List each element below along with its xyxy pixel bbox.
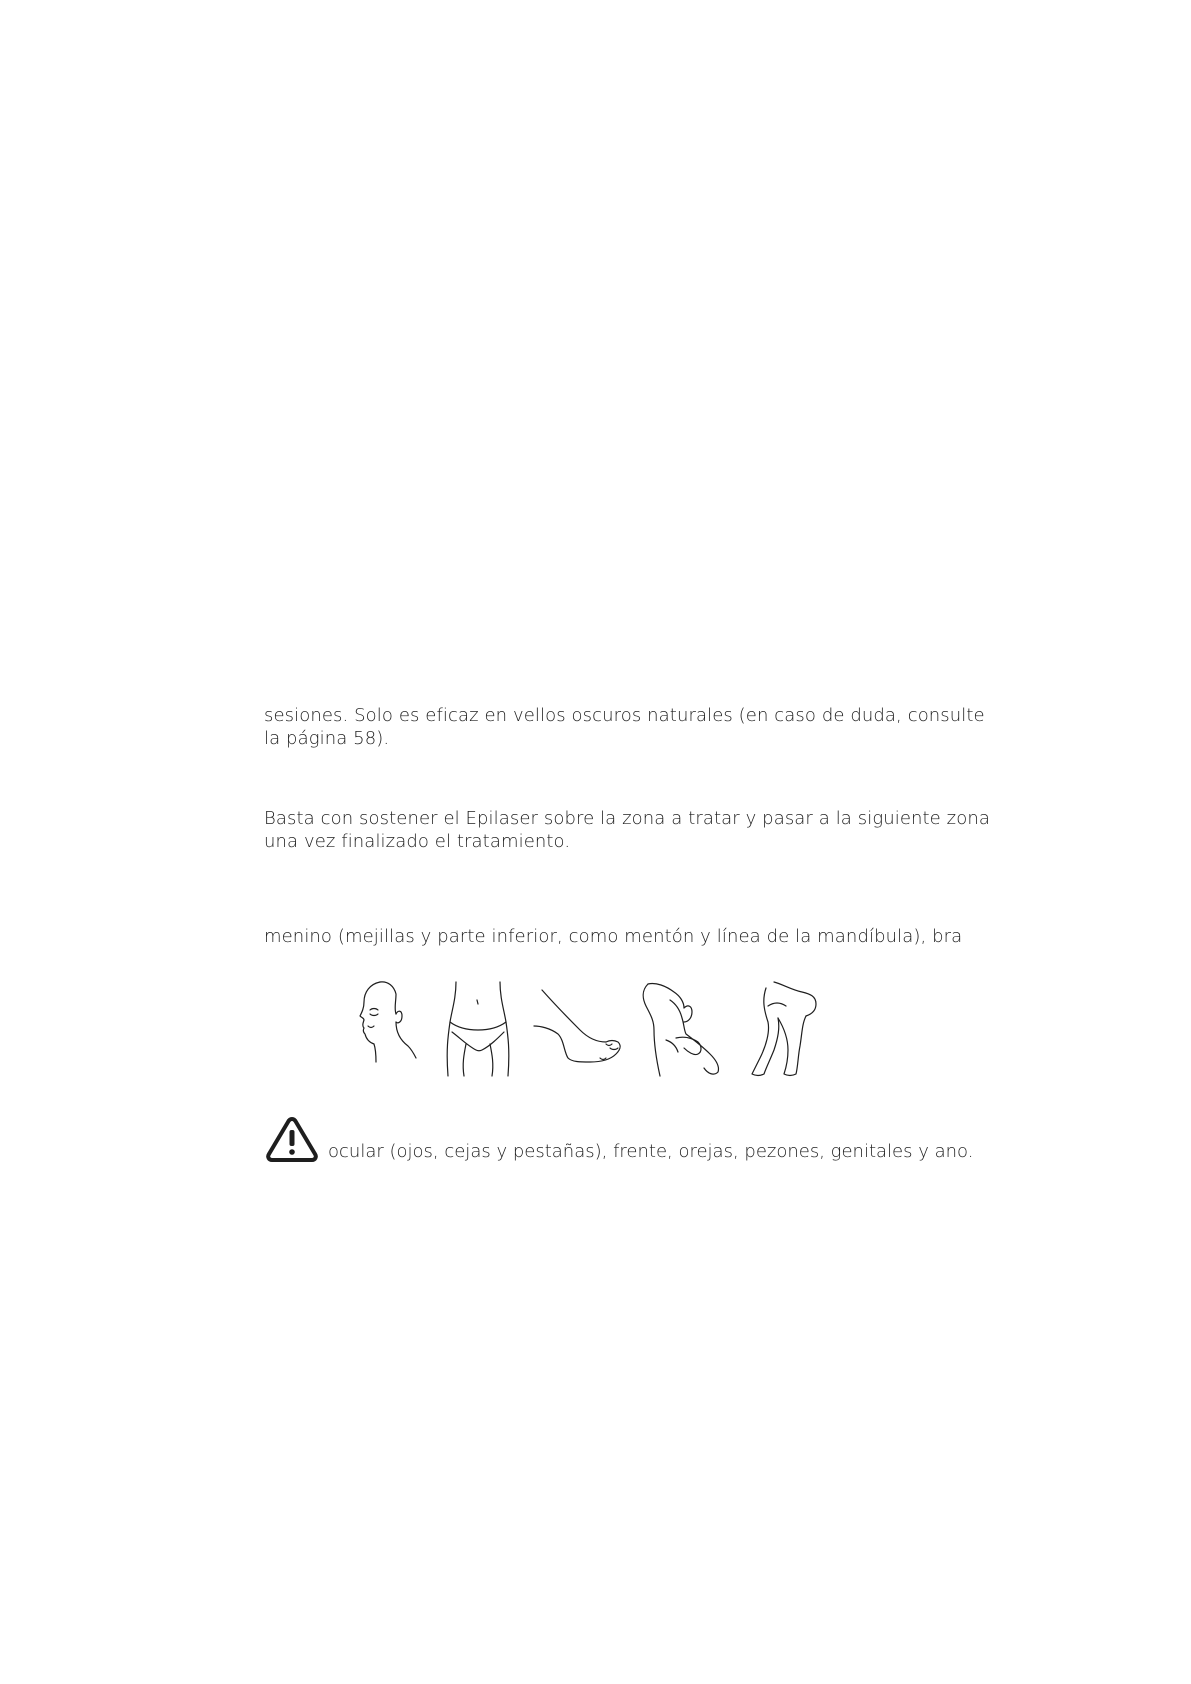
body-zones-illustrations [352, 980, 842, 1080]
warning-triangle-icon [266, 1116, 318, 1162]
underarm-icon [640, 980, 730, 1080]
paragraph-line: menino (mejillas y parte inferior, como mentón y línea de la mandíbula), bra [264, 926, 963, 947]
paragraph-line: una vez finalizado el tratamiento. [264, 831, 571, 852]
bikini-icon [444, 980, 514, 1080]
paragraph-effectiveness [264, 704, 985, 750]
foot-icon [530, 980, 630, 1080]
warning-text: ocular (ojos, cejas y pestañas), frente, orejas, pezones, genitales y ano. [328, 1141, 974, 1162]
warning-note [266, 1116, 974, 1168]
face-icon [352, 980, 422, 1080]
paragraph-zones [264, 925, 963, 948]
paragraph-line: sesiones. Solo es eficaz en vellos oscuros naturales (en caso de duda, consulte [264, 705, 985, 726]
paragraph-usage [264, 807, 990, 853]
legs-icon [748, 980, 828, 1080]
paragraph-line: la página 58). [264, 728, 390, 749]
paragraph-line: Basta con sostener el Epilaser sobre la zona a tratar y pasar a la siguiente zona [264, 808, 990, 829]
